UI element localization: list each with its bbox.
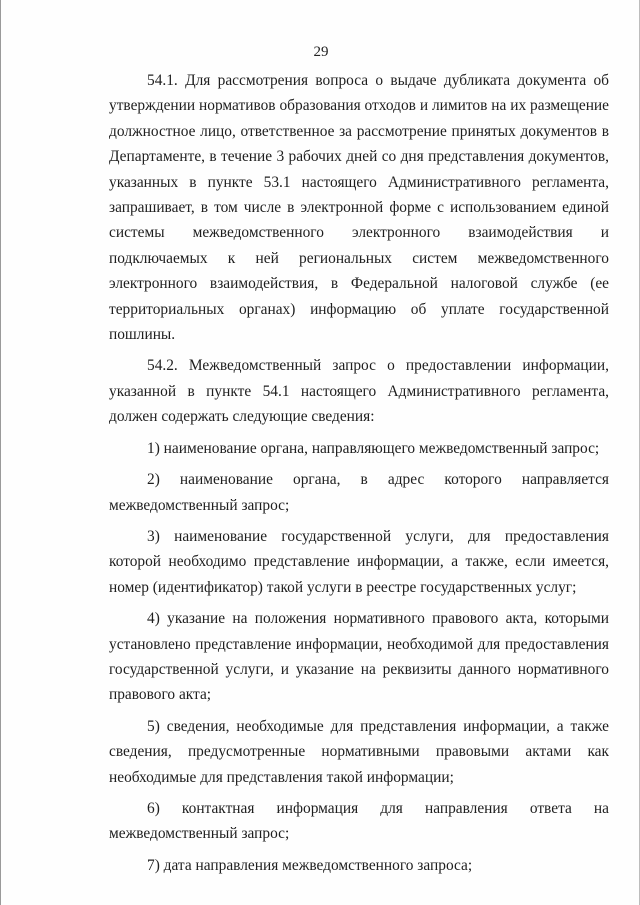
list-item-7: 7) дата направления межведомственного запроса; bbox=[147, 856, 473, 874]
paragraph-54-2: 54.2. Межведомственный запрос о предоставлении информации, указанной в пункте 54.1 настоящего Административного регламента, должен содержать следующие сведения: bbox=[109, 357, 609, 426]
list-item-3: 3) наименование государственной услуги, для предоставления которой необходимо представление информации, а также, если имеется, номер (идентификатор) такой услуги в реестре государственных услуг; bbox=[109, 527, 609, 596]
page-number: 29 bbox=[313, 44, 329, 60]
list-item-1: 1) наименование органа, направляющего межведомственный запрос; bbox=[147, 439, 600, 457]
paragraph-54-1: 54.1. Для рассмотрения вопроса о выдаче дубликата документа об утверждении нормативов образования отходов и лимитов на их размещение должностное лицо, ответственное за рассмотрение принятых документов в Департаменте, в течение 3 рабочих дней со дня представления документов, указанных в пункте 53.1 настоящего Административного регламента, запрашивает, в том числе в электронной форме с использованием единой системы межведомственного электронного взаимодействия и подключаемых к ней региональных систем межведомственного электронного взаимодействия, в Федеральной налоговой службе (ее территориальных органах) информацию об уплате государственной пошлины. bbox=[109, 72, 609, 344]
list-item-6: 6) контактная информация для направления ответа на межведомственный запрос; bbox=[109, 799, 609, 843]
document-body bbox=[109, 68, 609, 884]
list-item-4: 4) указание на положения нормативного правового акта, которыми установлено представление информации, необходимой для предоставления государственной услуги, и указание на реквизиты данного нормативного правового акта; bbox=[109, 610, 609, 704]
list-item-2: 2) наименование органа, в адрес которого направляется межведомственный запрос; bbox=[109, 471, 609, 514]
list-item-5: 5) сведения, необходимые для представления информации, а также сведения, предусмотренные нормативными правовыми актами как необходимые для представления такой информации; bbox=[109, 717, 609, 786]
